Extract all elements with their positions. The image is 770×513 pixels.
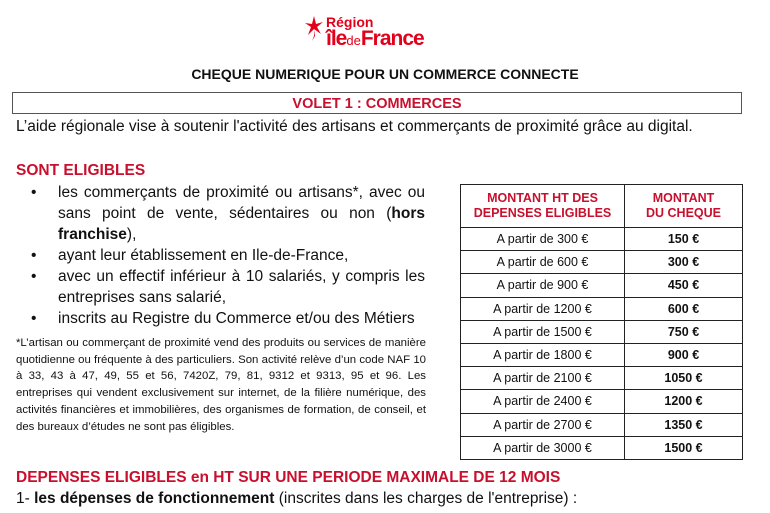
table-row (461, 413, 743, 436)
amounts-table (460, 184, 743, 460)
eligibles-heading: SONT ELIGIBLES (16, 162, 146, 179)
depenses-item-1: 1- les dépenses de fonctionnement (inscrites dans les charges de l'entreprise) : (16, 490, 578, 507)
table-row (461, 390, 743, 413)
list-item: • ayant leur établissement en Ile-de-France, (16, 245, 425, 266)
table-row (461, 228, 743, 251)
table-cell-depense: A partir de 1500 € (461, 320, 625, 343)
star-logo-icon (304, 14, 324, 44)
table-cell-cheque: 750 € (625, 320, 743, 343)
table-row (461, 436, 743, 459)
table-cell-cheque: 300 € (625, 251, 743, 274)
list-item: • les commerçants de proximité ou artisans*, avec ou sans point de vente, sédentaires ou non (hors franchise), (16, 182, 425, 245)
table-row (461, 343, 743, 366)
table-cell-cheque: 1200 € (625, 390, 743, 413)
table-cell-cheque: 150 € (625, 228, 743, 251)
table-row (461, 320, 743, 343)
table-cell-cheque: 1050 € (625, 367, 743, 390)
document-title: CHEQUE NUMERIQUE POUR UN COMMERCE CONNECTE (191, 66, 579, 82)
table-header-row (461, 185, 743, 228)
table-row (461, 251, 743, 274)
table-cell-depense: A partir de 1800 € (461, 343, 625, 366)
list-item: • avec un effectif inférieur à 10 salariés, y compris les entreprises sans salarié, (16, 266, 425, 308)
list-item: • inscrits au Registre du Commerce et/ou des Métiers (16, 308, 425, 329)
table-cell-cheque: 1500 € (625, 436, 743, 459)
table-cell-depense: A partir de 900 € (461, 274, 625, 297)
depenses-heading: DEPENSES ELIGIBLES en HT SUR UNE PERIODE MAXIMALE DE 12 MOIS (16, 469, 561, 486)
table-cell-depense: A partir de 1200 € (461, 297, 625, 320)
header-depenses: MONTANT HT DES DEPENSES ELIGIBLES (461, 185, 625, 228)
table-row (461, 274, 743, 297)
intro-paragraph: L’aide régionale vise à soutenir l'activité des artisans et commerçants de proximité grâce au digital. (16, 118, 693, 135)
volet-box: VOLET 1 : COMMERCES (12, 92, 742, 114)
footnote: *L’artisan ou commerçant de proximité vend des produits ou services de manière quotidienne ou fréquente à des particuliers. Son activité relève d’un code NAF 10 à 33, 43 à 47, 49, 55 et 56, 7420Z, 79, 81, 9312 et 9313, 95 et 96. Les entreprises qui vendent exclusivement sur internet, de la filière numérique, des activités financières et immobilières, des organismes de formation, de conseil, et des bureaux d’études ne sont pas éligibles. (16, 337, 426, 433)
table-cell-depense: A partir de 2400 € (461, 390, 625, 413)
table-row (461, 367, 743, 390)
logo-iledefrance-text: îledeFrance (326, 27, 424, 50)
table-cell-depense: A partir de 2700 € (461, 413, 625, 436)
table-cell-cheque: 1350 € (625, 413, 743, 436)
table-cell-depense: A partir de 3000 € (461, 436, 625, 459)
table-cell-cheque: 900 € (625, 343, 743, 366)
table-cell-depense: A partir de 2100 € (461, 367, 625, 390)
eligibles-list (16, 182, 425, 329)
table-cell-cheque: 450 € (625, 274, 743, 297)
logo-region-text: Région (326, 14, 374, 30)
table-cell-cheque: 600 € (625, 297, 743, 320)
table-cell-depense: A partir de 300 € (461, 228, 625, 251)
header-cheque: MONTANT DU CHEQUE (625, 185, 743, 228)
table-cell-depense: A partir de 600 € (461, 251, 625, 274)
table-row (461, 297, 743, 320)
